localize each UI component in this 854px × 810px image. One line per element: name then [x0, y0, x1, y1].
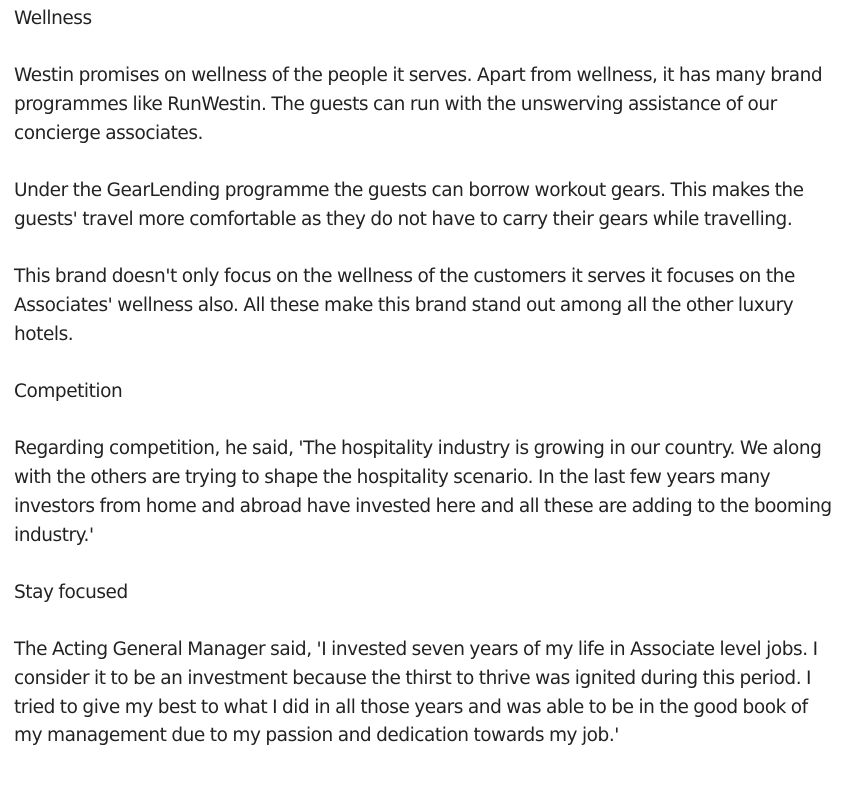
- section-heading-competition: Competition: [14, 381, 123, 403]
- paragraph-associates-wellness: This brand doesn't only focus on the wellness of the customers it serves it focuses on the Associates' wellness also. All these make this brand stand out among all the other luxury hotels.: [14, 266, 795, 345]
- paragraph-competition: Regarding competition, he said, 'The hospitality industry is growing in our country. We along with the others are trying to shape the hospitality scenario. In the last few years many investors from home and abroad have invested here and all these are adding to the booming industry.': [14, 438, 832, 546]
- paragraph-wellness-intro: Westin promises on wellness of the people it serves. Apart from wellness, it has many brand programmes like RunWestin. The guests can run with the unswerving assistance of our concierge associates.: [14, 65, 823, 144]
- paragraph-gearlending: Under the GearLending programme the guests can borrow workout gears. This makes the guests' travel more comfortable as they do not have to carry their gears while travelling.: [14, 180, 804, 230]
- section-heading-wellness: Wellness: [14, 8, 92, 29]
- section-heading-stay-focused: Stay focused: [14, 581, 128, 603]
- paragraph-stay-focused: The Acting General Manager said, 'I invested seven years of my life in Associate level jobs. I consider it to be an investment because the thirst to thrive was ignited during this period. I tried to give my best to what I did in all those years and was able to be in the good book of my management due to my passion and dedication towards my job.': [14, 639, 818, 747]
